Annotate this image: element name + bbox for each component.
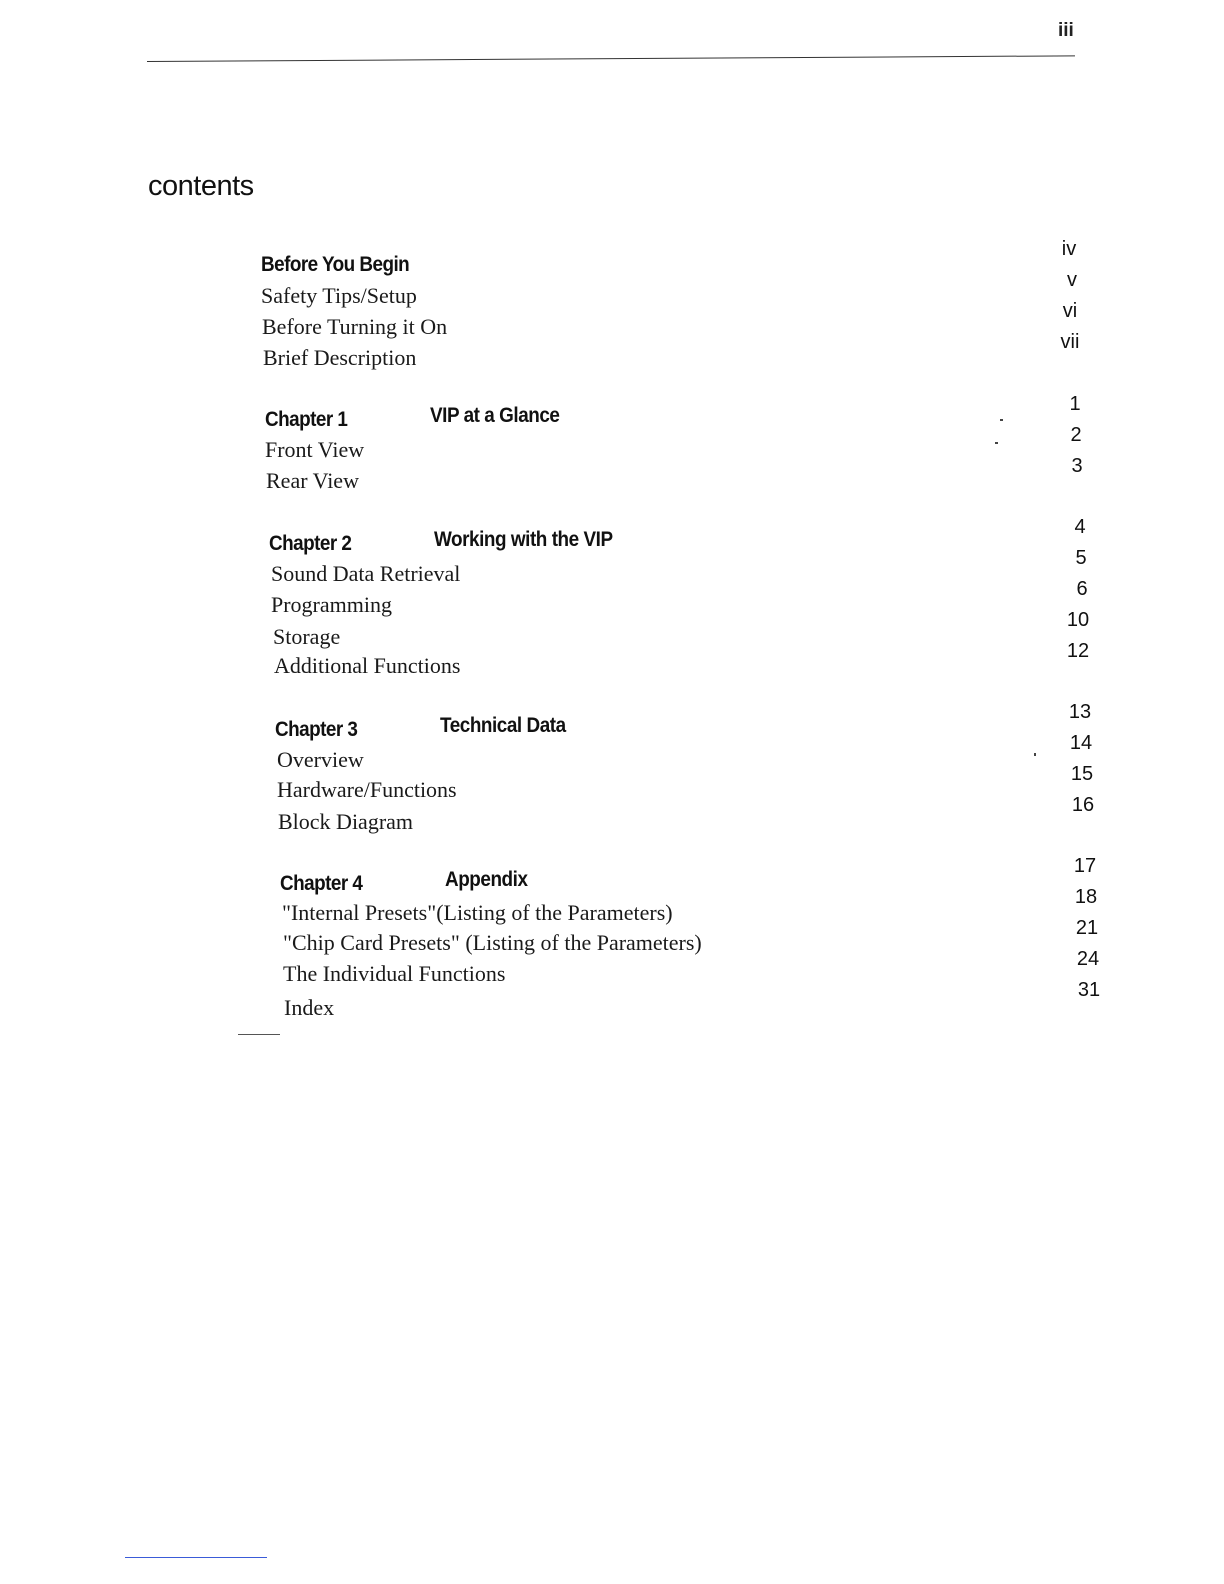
toc-entry-label: Storage xyxy=(273,624,341,649)
toc-entry-label: Overview xyxy=(277,747,364,772)
toc-heading[interactable] xyxy=(269,528,613,556)
toc-page-number[interactable]: 10 xyxy=(1066,609,1090,631)
toc-heading-title: Working with the VIP xyxy=(434,528,613,551)
toc-entry[interactable] xyxy=(273,624,340,650)
toc-heading[interactable] xyxy=(265,404,560,432)
toc-entry-label: "Internal Presets"(Listing of the Parameters) xyxy=(282,900,673,925)
toc-entry-label: Front View xyxy=(265,437,365,462)
toc-entry-label: Safety Tips/Setup xyxy=(261,283,417,308)
toc-page-number[interactable]: 5 xyxy=(1075,547,1087,569)
toc-entry[interactable] xyxy=(277,747,364,773)
toc-heading-title: Appendix xyxy=(445,868,528,891)
header-rule xyxy=(147,55,1075,62)
toc-entry[interactable] xyxy=(274,653,460,679)
toc-entry-label: Before Turning it On xyxy=(262,314,448,339)
toc-page-number[interactable]: 4 xyxy=(1074,516,1086,538)
toc-page-number[interactable]: 13 xyxy=(1068,701,1092,723)
toc-page-number[interactable]: iv xyxy=(1061,238,1077,260)
toc-entry[interactable] xyxy=(278,809,413,835)
toc-page-number[interactable]: 24 xyxy=(1076,948,1100,970)
toc-entry[interactable] xyxy=(265,437,364,463)
toc-entry-label: Brief Description xyxy=(263,345,417,370)
toc-heading-label: Before You Begin xyxy=(261,253,410,276)
toc-entry[interactable] xyxy=(261,283,417,309)
toc-page-number[interactable]: 14 xyxy=(1069,732,1093,754)
toc-page-number[interactable]: 15 xyxy=(1070,763,1094,785)
toc-heading-title: VIP at a Glance xyxy=(430,404,560,427)
bottom-rule xyxy=(125,1557,267,1558)
toc-page-number[interactable]: 16 xyxy=(1071,794,1095,816)
toc-page-number[interactable]: 3 xyxy=(1071,455,1083,477)
toc-page-number[interactable]: 2 xyxy=(1070,424,1082,446)
toc-entry[interactable] xyxy=(266,468,359,494)
toc-heading-label: Chapter 2 xyxy=(269,532,352,555)
toc-entry-label: Programming xyxy=(271,592,392,617)
toc-entry[interactable] xyxy=(277,777,457,803)
toc-entry-label: Block Diagram xyxy=(278,809,414,834)
toc-entry[interactable] xyxy=(271,561,460,587)
toc-entry-label: The Individual Functions xyxy=(283,961,506,986)
toc-page-number[interactable]: 31 xyxy=(1077,979,1101,1001)
toc-entry-label: Hardware/Functions xyxy=(277,777,457,802)
toc-heading-label: Chapter 3 xyxy=(275,718,358,741)
toc-heading-label: Chapter 4 xyxy=(280,872,363,895)
toc-entry[interactable] xyxy=(263,345,416,371)
toc-page-number[interactable]: vi xyxy=(1062,300,1078,322)
toc-entry[interactable] xyxy=(283,961,505,987)
toc-entry-label: Additional Functions xyxy=(274,653,461,678)
toc-entry[interactable] xyxy=(282,900,673,926)
page-number: iii xyxy=(1058,20,1074,41)
short-rule xyxy=(238,1034,280,1035)
scan-speck xyxy=(1034,753,1036,756)
toc-entry[interactable] xyxy=(284,995,334,1021)
scan-speck xyxy=(1000,419,1003,421)
toc-page-number[interactable]: 6 xyxy=(1076,578,1088,600)
toc-page-number[interactable]: 17 xyxy=(1073,855,1097,877)
toc-page-number[interactable]: 12 xyxy=(1066,640,1090,662)
toc-heading[interactable] xyxy=(261,253,426,277)
toc-entry[interactable] xyxy=(271,592,392,618)
toc-page-number[interactable]: v xyxy=(1067,269,1077,291)
toc-page-number[interactable]: 18 xyxy=(1074,886,1098,908)
toc-entry-label: Rear View xyxy=(266,468,359,493)
page-title: contents xyxy=(148,170,254,202)
toc-entry-label: Index xyxy=(284,995,335,1020)
toc-page-number[interactable]: 21 xyxy=(1075,917,1099,939)
toc-entry[interactable] xyxy=(262,314,447,340)
toc-heading-title: Technical Data xyxy=(440,714,566,737)
toc-entry-label: Sound Data Retrieval xyxy=(271,561,461,586)
toc-entry[interactable] xyxy=(283,930,702,956)
toc-heading[interactable] xyxy=(275,714,566,742)
scan-speck xyxy=(995,442,998,444)
toc-heading-label: Chapter 1 xyxy=(265,408,348,431)
toc-page-number[interactable]: 1 xyxy=(1069,393,1081,415)
toc-heading[interactable] xyxy=(280,868,528,896)
toc-entry-label: "Chip Card Presets" (Listing of the Parameters) xyxy=(283,930,702,955)
toc-page-number[interactable]: vii xyxy=(1060,331,1080,353)
